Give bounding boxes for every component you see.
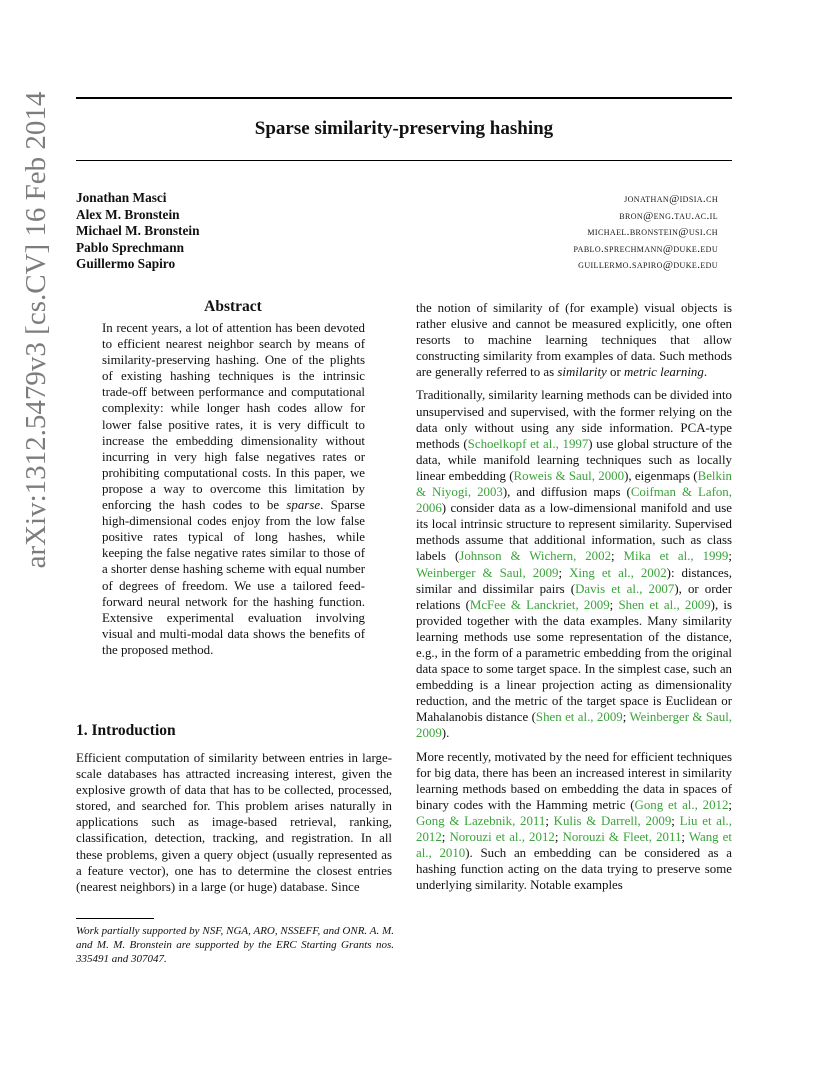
text-run: ; [611, 549, 624, 564]
citation-link[interactable]: Davis et al., 2007 [575, 581, 675, 596]
text-run: Traditionally, similarity learning methods can be divided into unsupervised and supervised, with the former relying on the data only without using any side information. PCA-type methods ( [416, 388, 732, 451]
citation-link[interactable]: Shen et al., 2009 [535, 710, 623, 725]
author-emails [574, 191, 718, 274]
abstract-emphasis: sparse [286, 498, 321, 513]
author-email: michael.bronstein@usi.ch [587, 226, 718, 239]
section-heading-introduction: 1. Introduction [76, 722, 176, 739]
text-run: ; [728, 797, 732, 812]
paper-title: Sparse similarity-preserving hashing [254, 118, 554, 139]
right-column [416, 300, 732, 893]
abstract-heading: Abstract [204, 298, 262, 315]
citation-link[interactable]: Roweis & Saul, 2000 [513, 468, 625, 483]
citation-link[interactable]: Shen et al., 2009 [618, 597, 711, 612]
citation-link[interactable]: Norouzi & Fleet, 2011 [562, 830, 682, 844]
text-run: ) use global structure of the data, while manifold learning techniques such as locally linear embedding ( [416, 436, 732, 483]
text-run: ; [545, 813, 554, 828]
citation-link[interactable]: Xing et al., 2002 [569, 565, 667, 580]
right-paragraph-1 [416, 300, 732, 380]
text-run: ; [609, 597, 619, 612]
author-email: jonathan@idsia.ch [624, 193, 718, 205]
text-run: ), eigenmaps ( [624, 468, 698, 483]
author-name: Pablo Sprechmann [76, 239, 184, 255]
emphasis: similarity [557, 365, 607, 380]
text-run: ; [671, 813, 680, 828]
text-run: ; [728, 549, 732, 564]
text-run: ), and diffusion maps ( [502, 485, 631, 500]
top-rule [76, 97, 732, 99]
author-names [76, 190, 199, 273]
text-run: the notion of similarity of (for example) visual objects is rather elusive and cannot be measured explicitly, one often resorts to machine learning techniques that allow constructing similarity from examples of data. Such methods are generally referred to as [416, 301, 732, 380]
author-name: Michael M. Bronstein [76, 223, 200, 239]
text-run: ; [441, 830, 450, 844]
intro-paragraph: Efficient computation of similarity between entries in large-scale databases has attracted increasing interest, given the explosive growth of data that has to be collected, processed, stored, and searched for. This problem arises naturally in applications such as image-based retrieval, ranking, classification, detection, tracking, and registration. In all these problems, given a query object (usually represented as a feature vector), one has to determine the closest entries (nearest neighbors) in a large (or huge) database. Since [76, 751, 392, 894]
footnote: Work partially supported by NSF, NGA, ARO, NSSEFF, and ONR. A. M. and M. M. Bronstein are supported by the ERC Starting Grants nos. 335491 and 307047. [76, 925, 394, 966]
text-run: ; [622, 710, 630, 725]
citation-link[interactable]: Gong et al., 2012 [634, 797, 729, 812]
citation-link[interactable]: Mika et al., 1999 [623, 549, 729, 564]
text-run: ). [441, 726, 450, 741]
emphasis: metric learning [623, 365, 704, 380]
text-run: ; [554, 830, 563, 844]
citation-link[interactable]: Coifman & Lafon, 2006 [416, 485, 732, 516]
author-name: Guillermo Sapiro [76, 256, 176, 272]
abstract-text-2: . Sparse high-dimensional codes enjoy from the low false positive rates typical of long hashes, while keeping the false negative rates similar to those of a shorter dense hashing scheme with equal number of degrees of freedom. We use a tailored feed-forward neural network for the hashing function. Extensive experimental evaluation involving visual and multi-modal data shows the benefits of the proposed method. [102, 498, 365, 657]
author-email: bron@eng.tau.ac.il [619, 209, 718, 222]
text-run: or [606, 365, 624, 380]
citation-link[interactable]: Norouzi et al., 2012 [449, 830, 555, 844]
citation-link[interactable]: Kulis & Darrell, 2009 [553, 813, 672, 828]
author-email: pablo.sprechmann@duke.edu [573, 242, 718, 255]
text-run: ), or order relations ( [416, 581, 732, 612]
abstract-body [102, 320, 365, 658]
citation-link[interactable]: Liu et al., 2012 [416, 813, 732, 844]
text-run: ). Such an embedding can be considered as a hashing function acting on the data trying to preserve some underlying similarity. Notable examples [416, 846, 732, 893]
citation-link[interactable]: Johnson & Wichern, 2002 [459, 549, 612, 564]
right-paragraph-3 [416, 749, 732, 894]
arxiv-stamp: arXiv:1312.5479v3 [cs.CV] 16 Feb 2014 [20, 91, 52, 569]
abstract-text-1: In recent years, a lot of attention has been devoted to efficient nearest neighbor search by means of similarity-preserving hashing. One of the plights of existing hashing techniques is the intrinsic trade-off between performance and computational complexity: while longer hash codes allow for lower false positive rates, it is very difficult to increase the embedding dimensionality without incurring in very high false negatives rates or prohibiting computational costs. In this paper, we propose a way to overcome this limitation by enforcing the hash codes to be [102, 321, 365, 513]
text-run: ; [681, 830, 689, 844]
intro-body [76, 750, 392, 895]
text-run: ) consider data as a low-dimensional manifold and use its local intrinsic structure to represent similarity. Supervised methods assume that additional information, such as class labels ( [416, 501, 732, 564]
footnote-rule [76, 918, 154, 919]
citation-link[interactable]: Schoelkopf et al., 1997 [467, 436, 589, 451]
text-run: ), is provided together with the data examples. Many similarity learning methods use some representation of the distance, e.g., in the form of a parametric embedding from the original data space to some target space. In the simplest case, such an embedding is a linear projection acting as dimensionality reduction, and the metric of the target space is Euclidean or Mahalanobis distance ( [416, 597, 732, 725]
author-email: guillermo.sapiro@duke.edu [578, 259, 718, 272]
author-name: Jonathan Masci [76, 190, 167, 205]
citation-link[interactable]: Gong & Lazebnik, 2011 [416, 813, 546, 828]
title-underline-rule [76, 160, 732, 161]
text-run: More recently, motivated by the need for efficient techniques for big data, there has been an increased interest in similarity learning methods based on embedding the data in spaces of binary codes with the Hamming metric ( [416, 749, 732, 812]
citation-link[interactable]: McFee & Lanckriet, 2009 [469, 597, 610, 612]
text-run: ; [558, 565, 570, 580]
citation-link[interactable]: Weinberger & Saul, 2009 [416, 565, 559, 580]
citation-link[interactable]: Belkin & Niyogi, 2003 [416, 468, 732, 500]
right-paragraph-2 [416, 387, 732, 741]
text-run: . [703, 365, 708, 380]
citation-link[interactable]: Wang et al., 2010 [416, 830, 732, 861]
text-run: ): distances, similar and dissimilar pairs ( [416, 565, 732, 596]
author-name: Alex M. Bronstein [76, 206, 180, 222]
citation-link[interactable]: Weinberger & Saul, 2009 [416, 710, 732, 741]
